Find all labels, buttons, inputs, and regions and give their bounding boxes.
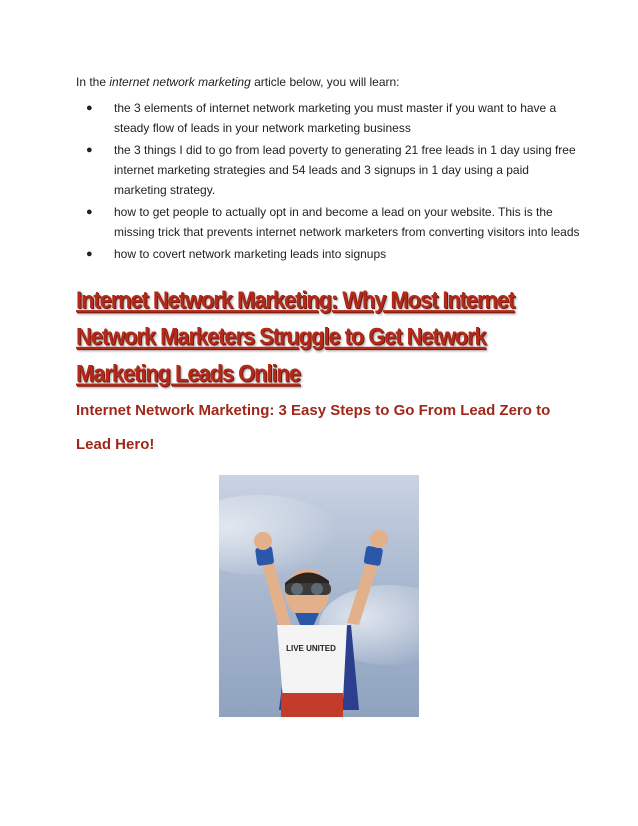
- bullet-icon: ●: [86, 144, 93, 156]
- learning-points-list: [76, 98, 584, 266]
- list-item-text: how to get people to actually opt in and become a lead on your website. This is the missing trick that prevents internet network marketers from converting visitors into leads: [114, 205, 580, 239]
- intro-prefix: In the: [76, 75, 110, 89]
- intro-emphasis: internet network marketing: [109, 75, 251, 89]
- shirt-text: LIVE UNITED: [286, 644, 336, 653]
- list-item: [76, 98, 584, 138]
- superhero-kid-illustration: [219, 475, 419, 717]
- list-item-text: the 3 elements of internet network marketing you must master if you want to have a steady flow of leads in your network marketing business: [114, 101, 557, 135]
- intro-paragraph: [76, 74, 576, 90]
- list-item: [76, 202, 584, 242]
- list-item-text: how to covert network marketing leads into signups: [114, 247, 387, 261]
- superhero-kid-image: [219, 475, 419, 717]
- bullet-icon: ●: [86, 102, 93, 114]
- list-item: [76, 244, 584, 264]
- list-item-text: the 3 things I did to go from lead poverty to generating 21 free leads in 1 day using free internet marketing strategies and 54 leads and 3 signups in 1 day using a paid marketing strategy.: [114, 143, 576, 197]
- sub-heading: Internet Network Marketing: 3 Easy Steps to Go From Lead Zero to Lead Hero!: [76, 402, 551, 453]
- main-heading: Internet Network Marketing: Why Most Internet Network Marketers Struggle to Get Network Marketing Leads Online: [76, 286, 515, 387]
- intro-suffix: article below, you will learn:: [250, 75, 400, 89]
- bullet-icon: ●: [86, 206, 93, 218]
- list-item: [76, 140, 584, 200]
- bullet-icon: ●: [86, 248, 93, 260]
